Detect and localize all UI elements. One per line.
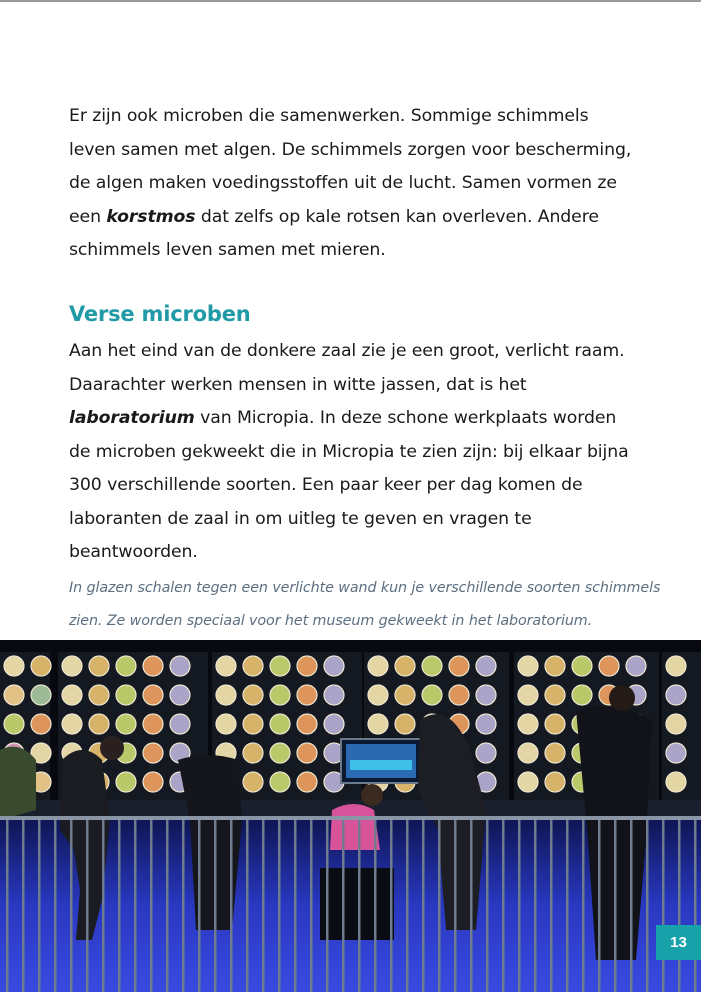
petri-dish bbox=[518, 714, 538, 734]
railing-bar bbox=[326, 820, 329, 992]
railing-bar bbox=[694, 820, 697, 992]
railing-bar bbox=[438, 820, 441, 992]
railing-bar bbox=[150, 820, 153, 992]
petri-dish bbox=[324, 714, 344, 734]
term-laboratorium: laboratorium bbox=[69, 408, 195, 428]
railing-bar bbox=[678, 820, 681, 992]
railing-bar bbox=[246, 820, 249, 992]
railing-bar bbox=[614, 820, 617, 992]
petri-dish bbox=[143, 772, 163, 792]
railing-bar bbox=[406, 820, 409, 992]
petri-dish bbox=[297, 743, 317, 763]
petri-dish bbox=[116, 714, 136, 734]
petri-dish bbox=[243, 743, 263, 763]
petri-dish bbox=[270, 656, 290, 676]
petri-dish bbox=[545, 772, 565, 792]
petri-dish bbox=[297, 656, 317, 676]
petri-dish bbox=[518, 743, 538, 763]
railing-bar bbox=[374, 820, 377, 992]
petri-dish bbox=[476, 743, 496, 763]
petri-dish bbox=[31, 656, 51, 676]
petri-dish bbox=[143, 656, 163, 676]
petri-dish bbox=[62, 656, 82, 676]
museum-photo bbox=[0, 640, 701, 992]
paragraph-2-text-a: Aan het eind van de donkere zaal zie je een groot, verlicht raam. Daarachter werken mensen in witte jassen, dat is het bbox=[69, 341, 625, 395]
railing-bar bbox=[550, 820, 553, 992]
railing-bar bbox=[230, 820, 233, 992]
petri-dish bbox=[395, 685, 415, 705]
railing-bar bbox=[118, 820, 121, 992]
monitor-screen bbox=[341, 739, 421, 783]
body-paragraph-1 bbox=[69, 100, 639, 268]
petri-dish bbox=[89, 656, 109, 676]
railing-bar bbox=[470, 820, 473, 992]
petri-dish bbox=[89, 685, 109, 705]
petri-dish bbox=[243, 656, 263, 676]
petri-dish bbox=[116, 685, 136, 705]
petri-dish bbox=[143, 714, 163, 734]
petri-dish bbox=[572, 656, 592, 676]
petri-dish bbox=[368, 656, 388, 676]
petri-dish bbox=[216, 685, 236, 705]
railing-bar bbox=[502, 820, 505, 992]
railing-bar bbox=[662, 820, 665, 992]
petri-dish bbox=[297, 772, 317, 792]
petri-dish bbox=[518, 656, 538, 676]
railing-bar bbox=[486, 820, 489, 992]
paragraph-2-text-b: van Micropia. In deze schone werkplaats worden de microben gekweekt die in Micropia te zien zijn: bij elkaar bijna 300 verschillende soorten. Een paar keer per dag komen de laboranten de zaal in om uitleg te geven en vragen te beantwoorden. bbox=[69, 408, 629, 562]
petri-dish bbox=[626, 656, 646, 676]
petri-dish bbox=[116, 656, 136, 676]
petri-dish bbox=[599, 656, 619, 676]
railing-bar bbox=[86, 820, 89, 992]
railing-bar bbox=[646, 820, 649, 992]
petri-dish bbox=[89, 714, 109, 734]
petri-dish bbox=[297, 685, 317, 705]
visitor-edge bbox=[0, 747, 36, 820]
seat-cube bbox=[320, 868, 394, 940]
railing-bar bbox=[102, 820, 105, 992]
petri-dish bbox=[243, 714, 263, 734]
petri-dish bbox=[4, 656, 24, 676]
visitor-right-head bbox=[609, 685, 635, 711]
petri-dish bbox=[4, 714, 24, 734]
petri-dish bbox=[270, 714, 290, 734]
petri-dish bbox=[666, 685, 686, 705]
railing-bar bbox=[166, 820, 169, 992]
petri-dish bbox=[545, 656, 565, 676]
petri-dish bbox=[324, 656, 344, 676]
petri-dish bbox=[62, 685, 82, 705]
railing-bar bbox=[310, 820, 313, 992]
petri-dish bbox=[368, 685, 388, 705]
petri-dish bbox=[476, 656, 496, 676]
child-pink-jacket bbox=[330, 804, 380, 850]
railing-bar bbox=[198, 820, 201, 992]
petri-dish bbox=[243, 685, 263, 705]
term-korstmos: korstmos bbox=[106, 206, 196, 227]
petri-dish bbox=[422, 685, 442, 705]
petri-dish bbox=[395, 656, 415, 676]
petri-dish bbox=[518, 772, 538, 792]
railing-bar bbox=[422, 820, 425, 992]
railing-bar bbox=[134, 820, 137, 992]
railing-bar bbox=[70, 820, 73, 992]
railing-bar bbox=[342, 820, 345, 992]
petri-dish bbox=[449, 656, 469, 676]
petri-dish bbox=[422, 656, 442, 676]
petri-dish bbox=[270, 685, 290, 705]
top-rule bbox=[0, 0, 701, 2]
petri-dish bbox=[545, 743, 565, 763]
railing-bar bbox=[454, 820, 457, 992]
petri-dish bbox=[31, 685, 51, 705]
photo-caption: In glazen schalen tegen een verlichte wand kun je verschillende soorten schimmels zien. Ze worden speciaal voor het museum gekweekt in het laboratorium. bbox=[69, 580, 661, 629]
petri-dish bbox=[243, 772, 263, 792]
petri-dish bbox=[62, 714, 82, 734]
petri-dish bbox=[368, 714, 388, 734]
petri-dish bbox=[297, 714, 317, 734]
petri-dish bbox=[216, 656, 236, 676]
railing-bar bbox=[294, 820, 297, 992]
railing-bar bbox=[22, 820, 25, 992]
petri-dish bbox=[666, 656, 686, 676]
petri-dish bbox=[4, 685, 24, 705]
petri-dish bbox=[270, 743, 290, 763]
petri-dish bbox=[143, 743, 163, 763]
petri-dish bbox=[476, 714, 496, 734]
railing-bar bbox=[534, 820, 537, 992]
railing-bar bbox=[278, 820, 281, 992]
petri-dish bbox=[31, 714, 51, 734]
petri-dish bbox=[572, 685, 592, 705]
petri-dish bbox=[666, 714, 686, 734]
railing-bar bbox=[598, 820, 601, 992]
petri-dish bbox=[545, 714, 565, 734]
paragraph-1-text-a: Er zijn ook microben die samenwerken. Sommige schimmels leven samen met algen. De schimmels zorgen voor bescherming, de algen maken voedingsstoffen uit de lucht. Samen vormen ze een bbox=[69, 106, 632, 227]
petri-dish bbox=[518, 685, 538, 705]
railing-bar bbox=[38, 820, 41, 992]
petri-dish bbox=[395, 714, 415, 734]
railing-bar bbox=[262, 820, 265, 992]
railing-bar bbox=[6, 820, 9, 992]
petri-dish bbox=[449, 685, 469, 705]
railing-bar bbox=[582, 820, 585, 992]
petri-dish bbox=[216, 714, 236, 734]
railing-bar bbox=[182, 820, 185, 992]
petri-dish bbox=[666, 743, 686, 763]
museum-photo-illustration bbox=[0, 640, 701, 992]
petri-dish bbox=[476, 685, 496, 705]
petri-dish bbox=[545, 685, 565, 705]
petri-dish bbox=[170, 714, 190, 734]
railing-bar bbox=[390, 820, 393, 992]
petri-dish bbox=[666, 772, 686, 792]
railing-bar bbox=[358, 820, 361, 992]
paragraph-1-text-b: dat zelfs op kale rotsen kan overleven. Andere schimmels leven samen met mieren. bbox=[69, 206, 599, 260]
railing-bar bbox=[214, 820, 217, 992]
railing-bar bbox=[54, 820, 57, 992]
petri-dish bbox=[270, 772, 290, 792]
railing-bar bbox=[566, 820, 569, 992]
petri-dish bbox=[143, 685, 163, 705]
petri-dish bbox=[116, 772, 136, 792]
petri-dish bbox=[170, 656, 190, 676]
page-number-badge: 13 bbox=[656, 925, 701, 960]
petri-dish bbox=[170, 685, 190, 705]
section-heading: Verse microben bbox=[69, 302, 251, 326]
body-paragraph-2 bbox=[69, 335, 639, 570]
visitor-left-head bbox=[100, 736, 124, 760]
railing-bar bbox=[518, 820, 521, 992]
railing-bar bbox=[630, 820, 633, 992]
railing-top-bar bbox=[0, 816, 701, 820]
child-head bbox=[361, 784, 383, 806]
petri-dish bbox=[324, 685, 344, 705]
